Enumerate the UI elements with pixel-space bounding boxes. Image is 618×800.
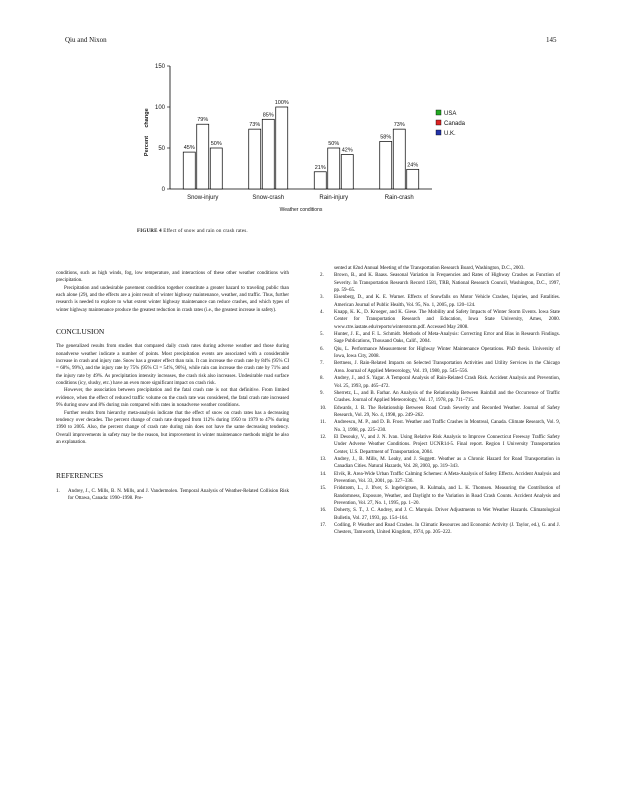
- reference-item: [320, 471, 560, 486]
- conclusion-paragraph: However, the association between precipitation and the fatal crash rate is not that definitive. From limited evidence, when the effect of reduced traffic volume on the crash rate was considered, the fatal crash rate increased 9% during snow and 8% during rain compared with rates in nonadverse weather conditions.: [56, 388, 289, 409]
- reference-number: 16.: [320, 508, 327, 514]
- bar-data-label: 50%: [328, 141, 340, 147]
- reference-text: Brown, B., and K. Baass. Seasonal Variation in Frequencies and Rates of Highway Crashes as Function of Severity. In Transportation Research Record 1581, TRB, National Research Council, Washington, D.C., 1997, pp. 59–65.: [334, 273, 560, 294]
- bar-uk: [210, 148, 222, 189]
- reference-item: [320, 375, 560, 390]
- x-tick-label: Rain-crash: [384, 195, 414, 201]
- bar-data-label: 85%: [262, 112, 274, 119]
- reference-number: 9.: [320, 390, 324, 396]
- bar-data-label: 21%: [314, 164, 326, 171]
- bar-usa: [183, 152, 195, 189]
- left-text-column: [56, 270, 289, 502]
- reference-item: [320, 294, 560, 309]
- conclusion-paragraph: The generalized results from studies that compared daily crash rates during adverse weather and those during nonadverse weather indicate a number of points. Most precipitation events are associated with a considerable increase in crash and injury rate. Snow has a greater effect than rain. It can increase the crash rate by 84% (95% CI = 68%, 99%), and the injury rate by 75% (95% CI = 54%, 96%), while rain can increase the crash rate by 71% and the injury rate by 49%. As precipitation intensity increases, the crash risk also increases. Undesirable road surface conditions (icy, slushy, etc.) have an even more significant impact on crash risk.: [56, 344, 289, 387]
- legend-label: U.K.: [444, 131, 456, 137]
- body-paragraph: Precipitation and undesirable pavement condition together constitute a greater hazard to traveling public than each alone (29), and the effects are a joint result of winter highway maintenance, weather, and traffic. Thus, further research is needed to explore to what extent winter highway maintenance can reduce crashes, and which types of winter highway maintenance produce the greatest reduction in crash rates (i.e., the greatest increase in safety).: [56, 285, 289, 313]
- conclusion-paragraph: Further results from hierarchy meta-analysis indicate that the effect of snow on crash rates has a decreasing tendency over decades. The percent change of crash rate dropped from 112% during 1950 to 1979 to 47% during 1990 to 2005. Also, the percent change of crash rate during rain does not have the same decreasing tendency. Overall improvements in safety may be the reason, but improvement in winter maintenance methods might be also an explanation.: [56, 410, 289, 445]
- reference-item: [320, 272, 560, 294]
- legend-swatch: [436, 110, 441, 115]
- reference-item: [320, 309, 560, 331]
- reference-item: [320, 360, 560, 375]
- legend-swatch: [436, 130, 441, 135]
- figure-4-chart: [140, 58, 480, 228]
- reference-number: 12.: [320, 434, 327, 440]
- legend-label: USA: [444, 111, 457, 117]
- bar-data-label: 100%: [274, 100, 289, 106]
- reference-item: [320, 265, 560, 272]
- reference-text: El Desouky, V., and J. N. Ivan. Using Relative Risk Analysis to Improve Connecticut Freeway Traffic Safety Under Adverse Weather Conditions. Project UCNR14-5. Final report. Region I University Transportation Center, U.S. Department of Transportation, 2004.: [334, 434, 560, 455]
- reference-number: 14.: [320, 471, 327, 477]
- reference-number: 8.: [320, 376, 324, 382]
- page-number: 145: [546, 36, 557, 44]
- reference-text: Knapp, K. K., D. Kroeger, and K. Giese. The Mobility and Safety Impacts of Winter Storm Events. Iowa State Center for Transportation Research and Education, Iowa State University, Ames, 2000. www.ctre.iastate.edu/reports/winterstorm.pdf. Accessed May 2008.: [334, 310, 560, 330]
- reference-number: [320, 265, 334, 272]
- bar-canada: [262, 119, 274, 189]
- reference-text: Codling, P. Weather and Road Crashes. In Climatic Resources and Economic Activity (J. Taylor, ed.), G. and J. Chesters, Tamworth, United Kingdom, 1974, pp. 205–222.: [334, 523, 560, 536]
- running-header-authors: Qiu and Nixon: [65, 36, 107, 44]
- legend-label: Canada: [444, 121, 466, 127]
- bar-data-label: 79%: [197, 117, 209, 124]
- bar-usa: [380, 141, 392, 189]
- bar-data-label: 24%: [407, 162, 419, 169]
- reference-item: [320, 405, 560, 420]
- figure-caption: [137, 229, 248, 234]
- reference-item: [320, 485, 560, 507]
- reference-number: 15.: [320, 486, 327, 492]
- reference-number: 10.: [320, 405, 327, 411]
- reference-item: [320, 434, 560, 456]
- bar-data-label: 42%: [341, 147, 353, 154]
- y-tick-label: 100: [154, 105, 165, 111]
- y-axis-label-part: change: [144, 108, 150, 128]
- x-axis-label: Weather conditions: [279, 207, 323, 213]
- bar-usa: [314, 172, 326, 189]
- reference-text: Andreescu, M. P., and D. B. Frost. Weather and Traffic Crashes in Montreal, Canada. Climate Research, Vol. 9, No. 3, 1998, pp. 225–230.: [334, 420, 560, 433]
- bar-canada: [197, 124, 209, 189]
- references-heading: REFERENCES: [56, 471, 104, 481]
- reference-item: [320, 522, 560, 537]
- x-tick-label: Snow-crash: [252, 195, 285, 201]
- reference-text: Edwards, J. B. The Relationship Between Road Crash Severity and Recorded Weather. Journal of Safety Research, Vol. 29, No. 4, 1998, pp. 249–262.: [334, 405, 560, 418]
- reference-text: Fridstrøm, L., J. Ifver, S. Ingebrigtsen, R. Kulmala, and L. K. Thomsen. Measuring the Contribution of Randomness, Exposure, Weather, and Daylight to the Variation in Road Crash Counts. Accident Analysis and Prevention, Vol. 27, No. 1, 1995, pp. 1–20.: [334, 486, 560, 506]
- reference-text: Qiu, L. Performance Measurement for Highway Winter Maintenance Operations. PhD thesis. University of Iowa, Iowa City, 2008.: [334, 346, 560, 360]
- bar-data-label: 73%: [249, 122, 261, 129]
- reference-text: Andrey, J., and S. Yagar. A Temporal Analysis of Rain-Related Crash Risk. Accident Analysis and Prevention, Vol. 25, 1993, pp. 465–472.: [334, 376, 560, 389]
- reference-number: 17.: [320, 523, 327, 529]
- y-axis-label-part: Percent: [144, 135, 150, 157]
- reference-text: Sherretz, L., and B. Farhar. An Analysis of the Relationship Between Rainfall and the Occurrence of Traffic Crashes. Journal of Applied Meteorology, Vol. 17, 1978, pp. 711–715.: [334, 390, 560, 404]
- right-references-column: [320, 265, 560, 537]
- y-tick-label: 150: [154, 64, 165, 70]
- y-tick-label: 0: [161, 187, 165, 193]
- reference-item: [320, 456, 560, 471]
- reference-item: [320, 419, 560, 434]
- bar-uk: [276, 107, 288, 189]
- reference-number: 2.: [320, 273, 324, 279]
- reference-number: 13.: [320, 456, 327, 462]
- body-paragraph: conditions, such as high winds, fog, low temperature, and interactions of these other weather conditions with precipitation.: [56, 271, 289, 284]
- reference-text: Eisenberg, D., and K. E. Warner. Effects of Snowfalls on Motor Vehicle Crashes, Injuries, and Fatalities. American Journal of Public Health, Vol. 95, No. 1, 2005, pp. 120–124.: [334, 295, 560, 308]
- bar-data-label: 73%: [393, 122, 405, 129]
- reference-item: [320, 331, 560, 346]
- reference-text: Elvik, R. Area-Wide Urban Traffic Calming Schemes: A Meta-Analysis of Safety Effects. Accident Analysis and Prevention, Vol. 33, 2001, pp. 327–336.: [334, 471, 560, 484]
- reference-number: 7.: [320, 361, 324, 367]
- reference-number: 11.: [320, 420, 327, 426]
- bar-usa: [249, 129, 261, 189]
- reference-number: 6.: [320, 346, 324, 352]
- reference-item: [320, 346, 560, 361]
- x-tick-label: Rain-injury: [319, 195, 349, 201]
- reference-item: [320, 507, 560, 522]
- reference-text: Bertness, J. Rain-Related Impacts on Selected Transportation Activities and Utility Services in the Chicago Area. Journal of Applied Meteorology, Vol. 19, 1980, pp. 545–556.: [334, 361, 560, 374]
- y-tick-label: 50: [158, 146, 165, 152]
- reference-item: [320, 390, 560, 405]
- reference-number: 1.: [56, 488, 60, 494]
- reference-number: 3.: [320, 295, 324, 301]
- figure-caption-text: Effect of snow and rain on crash rates.: [163, 229, 248, 234]
- reference-number: 5.: [320, 332, 324, 338]
- reference-text: Hunter, J. E., and F. L. Schmidt. Methods of Meta-Analysis: Correcting Error and Bias in Research Findings. Sage Publications, Thousand Oaks, Calif., 2004.: [334, 332, 560, 345]
- reference-number: 4.: [320, 310, 324, 316]
- legend-swatch: [436, 120, 441, 125]
- x-tick-label: Snow-injury: [187, 195, 219, 201]
- bar-uk: [407, 169, 419, 189]
- reference-text: Andrey, J., B. Mills, M. Leahy, and J. Suggett. Weather as a Chronic Hazard for Road Transportation in Canadian Cities. Natural Hazards, Vol. 28, 2003, pp. 319–343.: [334, 456, 560, 470]
- bar-data-label: 45%: [183, 145, 195, 152]
- bar-uk: [341, 155, 353, 189]
- reference-text: sented at 82nd Annual Meeting of the Transportation Research Board, Washington, D.C., 2003.: [334, 266, 525, 271]
- conclusion-heading: CONCLUSION: [56, 327, 105, 337]
- reference-text: Doherty, S. T., J. C. Andrey, and J. C. Marquis. Driver Adjustments to Wet Weather Hazards. Climatological Bulletin, Vol. 27, 1993, pp. 154–164.: [334, 508, 560, 521]
- reference-text: Andrey, J., C. Mills, B. N. Mills, and J. Vandermolen. Temporal Analysis of Weather-Related Collision Risk for Ottawa, Canada: 1990–1998. Pre-: [68, 488, 289, 501]
- bar-data-label: 50%: [210, 141, 222, 147]
- bar-canada: [328, 148, 340, 189]
- figure-label: FIGURE 4: [137, 229, 162, 234]
- reference-item: [56, 488, 289, 503]
- bar-data-label: 58%: [380, 134, 392, 141]
- bar-canada: [393, 129, 405, 189]
